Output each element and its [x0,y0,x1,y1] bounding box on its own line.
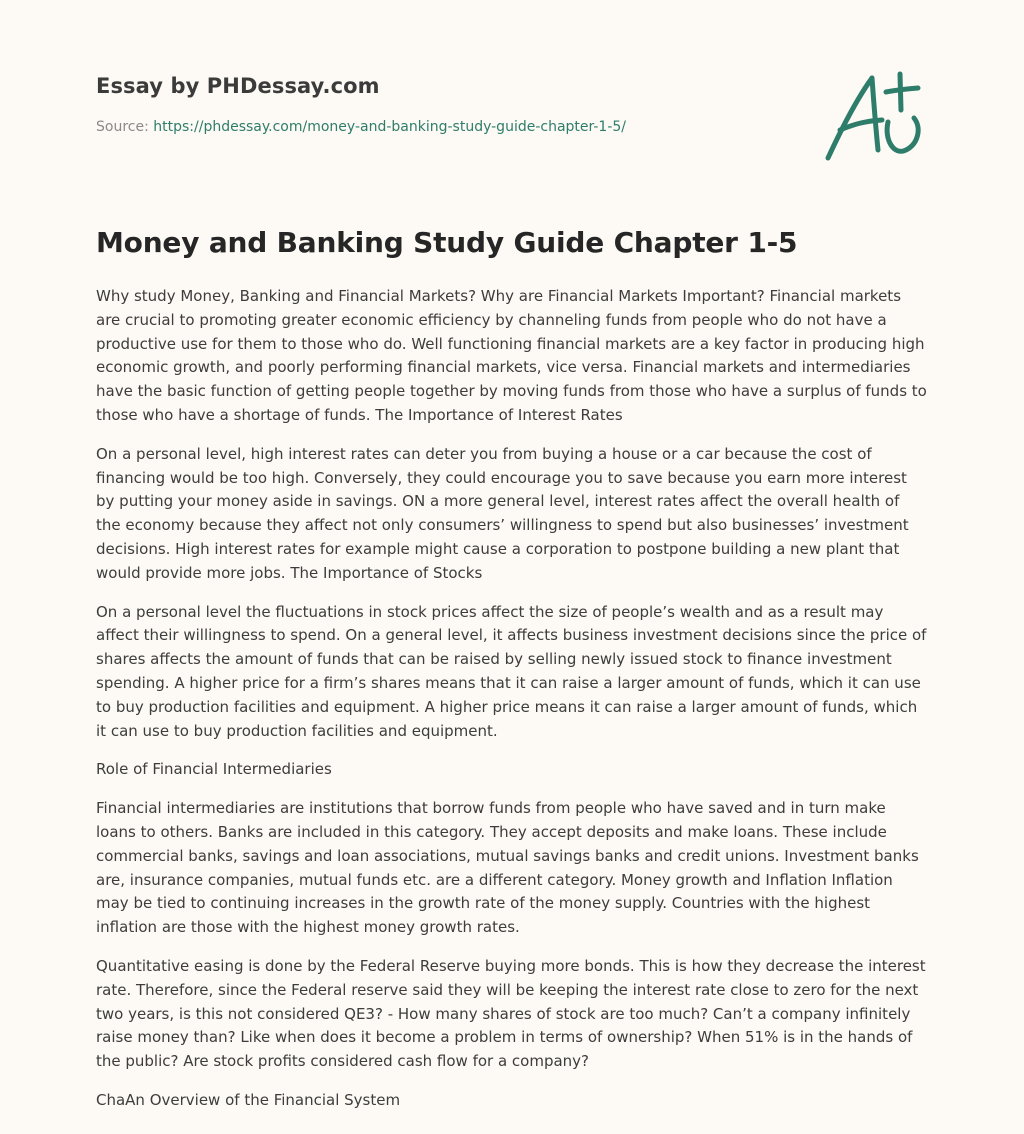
a-plus-grade-icon [818,66,930,166]
paragraph: Why study Money, Banking and Financial Markets? Why are Financial Markets Important? Financial markets are crucial to promoting greater economic efficiency by channeling funds from people who do not have a productive use for them to those who do. Well functioning financial markets are a key factor in producing high economic growth, and poorly performing financial markets, vice versa. Financial markets and intermediaries have the basic function of getting people together by moving funds from those who have a surplus of funds to those who have a shortage of funds. The Importance of Interest Rates [96,287,927,424]
article-body [96,285,928,1128]
source-link[interactable]: https://phdessay.com/money-and-banking-study-guide-chapter-1-5/ [153,119,627,135]
paragraph: Financial intermediaries are institutions that borrow funds from people who have saved and in turn make loans to others. Banks are included in this category. They accept deposits and make loans. These include commercial banks, savings and loan associations, mutual savings banks and credit unions. Investment banks are, insurance companies, mutual funds etc. are a different category. Money growth and Inflation Inflation may be tied to continuing increases in the growth rate of the money supply. Countries with the highest inflation are those with the highest money growth rates. [96,799,919,937]
section-heading: Role of Financial Intermediaries [96,760,332,779]
paragraph: On a personal level the fluctuations in stock prices affect the size of people’s wealth and as a result may affect their willingness to spend. On a general level, it affects business investment decisions since the price of shares affects the amount of funds that can be raised by selling newly issued stock to finance investment spending. A higher price for a firm’s shares means that it can raise a larger amount of funds, which it can use to buy production facilities and equipment. A higher price means it can raise a larger amount of funds, which it can use to buy production facilities and equipment. [96,602,927,740]
section-heading: ChaAn Overview of the Financial System [96,1090,401,1109]
site-brand: Essay by PHDessay.com [96,74,380,98]
paragraph: On a personal level, high interest rates can deter you from buying a house or a car because the cost of financing would be too high. Conversely, they could encourage you to save because you earn more interest by putting your money aside in savings. ON a more general level, interest rates affect the overall health of the economy because they affect not only consumers’ willingness to spend but also businesses’ investment decisions. High interest rates for example might cause a corporation to postpone building a new plant that would provide more jobs. The Importance of Stocks [96,444,909,582]
source-line [96,119,916,135]
paragraph: Quantitative easing is done by the Federal Reserve buying more bonds. This is how they decrease the interest rate. Therefore, since the Federal reserve said they will be keeping the interest rate close to zero for the next two years, is this not considered QE3? - How many shares of stock are too much? Can’t a company infinitely raise money than? Like when does it become a problem in terms of ownership? When 51% is in the hands of the public? Are stock profits considered cash flow for a company? [96,956,926,1071]
essay-header [96,74,916,135]
article-title: Money and Banking Study Guide Chapter 1-5 [96,226,798,259]
source-label: Source: [96,119,154,135]
